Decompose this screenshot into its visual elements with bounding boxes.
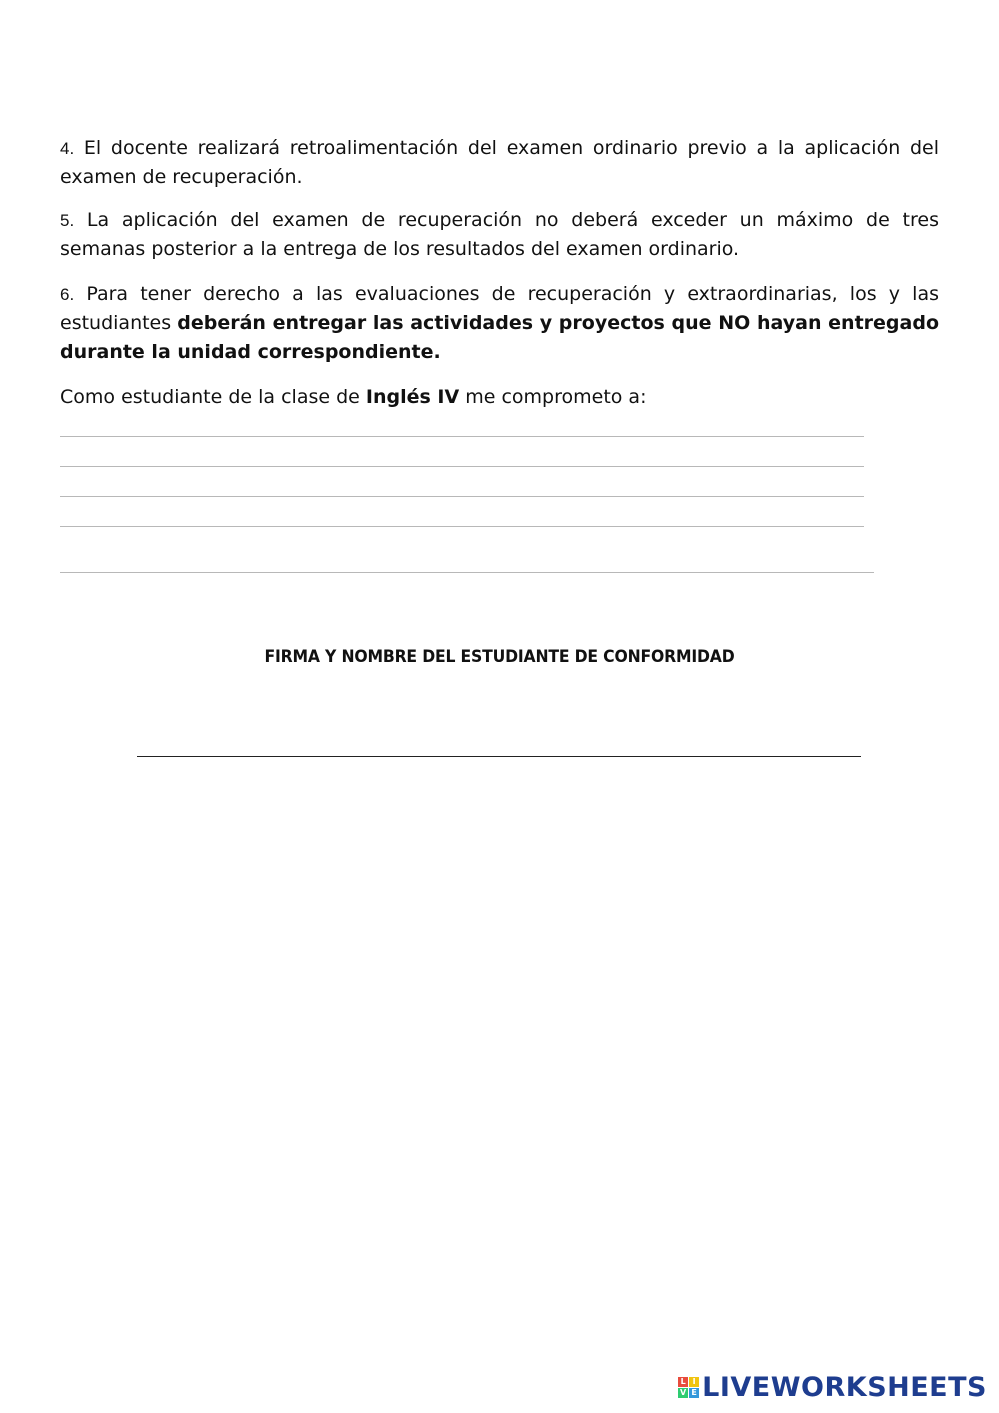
logo-mark-tile: V [680, 1388, 687, 1397]
commitment-suffix: me comprometo a: [459, 386, 647, 408]
item-text: El docente realizará retroalimentación del examen ordinario previo a la aplicación del examen de recuperación. [60, 137, 939, 188]
item-number: 4. [60, 139, 75, 158]
logo-mark-icon [678, 1377, 699, 1398]
commitment-prefix: Como estudiante de la clase de [60, 386, 366, 408]
commitment-subject: Inglés IV [365, 386, 460, 408]
item-number: 6. [60, 285, 75, 304]
item-6 [60, 280, 939, 367]
writing-line[interactable] [60, 436, 864, 437]
logo-mark-tile: L [678, 1377, 688, 1387]
commitment-statement [60, 383, 939, 412]
item-number: 5. [60, 211, 75, 230]
writing-line[interactable] [60, 526, 864, 527]
liveworksheets-logo [678, 1372, 987, 1403]
signature-label: FIRMA Y NOMBRE DEL ESTUDIANTE DE CONFORMIDAD [264, 647, 735, 667]
writing-line[interactable] [60, 466, 864, 467]
item-text: La aplicación del examen de recuperación no deberá exceder un máximo de tres semanas posterior a la entrega de los resultados del examen ordinario. [60, 209, 939, 260]
item-text-bold: deberán entregar las actividades y proyectos que NO hayan entregado durante la unidad correspondiente. [60, 312, 939, 363]
item-5 [60, 206, 939, 264]
writing-line[interactable] [60, 572, 874, 573]
logo-mark-tile: I [689, 1377, 699, 1387]
signature-line[interactable] [137, 756, 861, 757]
item-4 [60, 134, 939, 192]
document-body [60, 134, 939, 412]
writing-line[interactable] [60, 496, 864, 497]
logo-text: LIVEWORKSHEETS [702, 1372, 987, 1403]
item-text: Para tener derecho a las evaluaciones de recuperación y extraordinarias, los y las estudiantes [60, 283, 939, 334]
logo-mark-tile: E [689, 1388, 699, 1398]
